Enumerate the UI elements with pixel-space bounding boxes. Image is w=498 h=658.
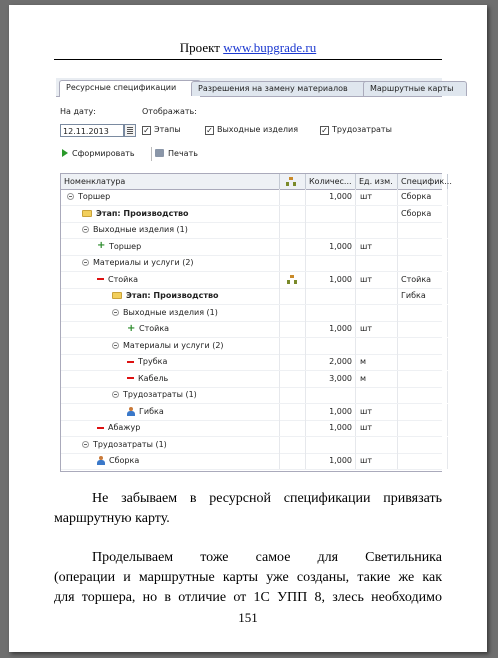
table-row[interactable] — [61, 272, 442, 289]
nomenclature-cell — [61, 272, 280, 288]
row-name: Трубка — [138, 357, 168, 366]
row-name: Стойка — [139, 324, 170, 333]
nomenclature-cell — [61, 371, 280, 387]
quantity-cell: 1,000 — [306, 420, 356, 436]
quantity-cell — [306, 255, 356, 271]
nomenclature-cell — [61, 206, 280, 222]
unit-cell: м — [356, 371, 398, 387]
output-items-label: Выходные изделия — [217, 125, 299, 134]
minus-icon — [97, 278, 104, 280]
nomenclature-cell — [61, 453, 280, 469]
row-name: Этап: Производство — [96, 208, 189, 218]
row-name: Стойка — [108, 274, 139, 284]
col-nomenclature[interactable]: Номенклатура — [61, 174, 280, 189]
quantity-cell — [306, 387, 356, 403]
row-name: Гибка — [139, 406, 164, 416]
quantity-cell — [306, 288, 356, 304]
quantity-cell — [306, 305, 356, 321]
unit-cell — [356, 222, 398, 238]
table-row[interactable] — [61, 453, 442, 470]
quantity-cell: 1,000 — [306, 404, 356, 420]
person-icon — [97, 456, 105, 465]
spec-cell — [398, 305, 448, 321]
spec-cell — [398, 222, 448, 238]
table-row[interactable] — [61, 222, 442, 239]
row-name: Выходные изделия (1) — [123, 307, 218, 317]
spec-cell — [398, 387, 448, 403]
hierarchy-cell — [280, 338, 306, 354]
quantity-cell: 1,000 — [306, 239, 356, 255]
unit-cell: шт — [356, 420, 398, 436]
collapse-icon[interactable] — [82, 259, 89, 266]
nomenclature-cell — [61, 387, 280, 403]
plus-icon: + — [97, 240, 106, 251]
nomenclature-cell — [61, 189, 280, 205]
play-icon — [62, 149, 68, 157]
unit-cell — [356, 437, 398, 453]
table-row[interactable] — [61, 404, 442, 421]
hierarchy-cell — [280, 288, 306, 304]
nomenclature-cell — [61, 420, 280, 436]
table-row[interactable] — [61, 189, 442, 206]
table-row[interactable] — [61, 371, 442, 388]
quantity-cell — [306, 338, 356, 354]
tab-route-cards[interactable]: Маршрутные карты — [363, 81, 467, 96]
table-row[interactable] — [61, 354, 442, 371]
quantity-cell: 1,000 — [306, 453, 356, 469]
person-icon — [127, 407, 135, 416]
paragraph-2 — [54, 548, 442, 608]
table-row[interactable] — [61, 437, 442, 454]
minus-icon — [127, 377, 134, 379]
stages-label: Этапы — [154, 125, 181, 134]
spec-cell — [398, 404, 448, 420]
print-button-label: Печать — [168, 149, 198, 158]
nomenclature-cell — [61, 404, 280, 420]
date-input[interactable]: 12.11.2013 — [60, 124, 124, 137]
nomenclature-cell — [61, 354, 280, 370]
hierarchy-cell — [280, 321, 306, 337]
hierarchy-cell — [280, 255, 306, 271]
row-name: Торшер — [78, 192, 111, 201]
grid-header — [61, 174, 452, 190]
hierarchy-icon — [286, 177, 296, 186]
paragraph-1-line-2: маршрутную карту. — [54, 511, 170, 526]
table-row[interactable] — [61, 420, 442, 437]
folder-icon — [112, 292, 122, 299]
quantity-cell — [306, 206, 356, 222]
unit-cell — [356, 338, 398, 354]
spec-cell: Гибка — [398, 288, 448, 304]
header-link[interactable]: www.bupgrade.ru — [223, 40, 317, 55]
quantity-cell — [306, 222, 356, 238]
quantity-cell: 3,000 — [306, 371, 356, 387]
paragraph-1-line-1: Не забываем в ресурсной спецификации привязать — [92, 491, 442, 506]
row-name: Трудозатраты (1) — [93, 439, 167, 449]
plus-icon: + — [127, 322, 136, 334]
row-name: Материалы и услуги (2) — [123, 340, 224, 350]
spec-cell: Сборка — [398, 189, 448, 205]
form-button-label: Сформировать — [72, 149, 135, 158]
labor-checkbox[interactable]: ✓ — [321, 126, 328, 135]
tab-bar — [56, 78, 454, 97]
hierarchy-cell — [280, 437, 306, 453]
quantity-cell: 1,000 — [306, 321, 356, 337]
nomenclature-cell — [61, 437, 280, 453]
table-row[interactable] — [61, 206, 442, 223]
embedded-screenshot — [56, 78, 454, 472]
row-name: Этап: Производство — [126, 291, 219, 300]
unit-cell: шт — [356, 189, 398, 205]
quantity-cell: 1,000 — [306, 272, 356, 288]
hierarchy-cell — [280, 371, 306, 387]
unit-cell: шт — [356, 272, 398, 288]
nomenclature-cell — [61, 338, 280, 354]
spec-cell — [398, 453, 448, 469]
paragraph-2-line-1: Проделываем тоже самое для Светильника — [92, 550, 442, 565]
row-name: Материалы и услуги (2) — [93, 258, 194, 267]
col-specification[interactable]: Специфик... — [398, 174, 448, 189]
folder-icon — [82, 210, 92, 217]
tab-resource-specs[interactable]: Ресурсные спецификации — [59, 80, 201, 97]
labor-label: Трудозатраты — [332, 125, 392, 134]
row-name: Абажур — [108, 423, 141, 432]
row-name: Торшер — [109, 241, 142, 251]
hierarchy-cell — [280, 404, 306, 420]
form-button[interactable] — [62, 149, 135, 158]
table-row[interactable] — [61, 321, 442, 338]
unit-cell: шт — [356, 453, 398, 469]
minus-icon — [97, 427, 104, 429]
spec-cell — [398, 338, 448, 354]
col-icon[interactable] — [280, 174, 306, 189]
nomenclature-cell — [61, 239, 280, 255]
hierarchy-cell — [280, 189, 306, 205]
header-prefix: Проект — [179, 40, 224, 55]
nomenclature-cell — [61, 321, 280, 337]
row-name: Кабель — [138, 373, 169, 383]
spec-cell: Стойка — [398, 272, 448, 288]
col-quantity[interactable]: Количес... — [306, 174, 356, 189]
table-row[interactable] — [61, 338, 442, 355]
header-rule — [54, 59, 442, 60]
output-items-checkbox[interactable]: ✓ — [206, 126, 213, 135]
spec-cell — [398, 321, 448, 337]
row-name: Трудозатраты (1) — [123, 390, 197, 399]
table-row[interactable] — [61, 387, 442, 404]
nomenclature-cell — [61, 305, 280, 321]
spec-cell — [398, 371, 448, 387]
table-row[interactable] — [61, 239, 442, 256]
hierarchy-cell — [280, 222, 306, 238]
hierarchy-cell — [280, 272, 306, 288]
unit-cell: м — [356, 354, 398, 370]
spec-cell — [398, 239, 448, 255]
hierarchy-cell — [280, 206, 306, 222]
paragraph-2-line-2: (операции и маршрутные карты уже созданы, такие же как — [54, 570, 442, 585]
print-button[interactable] — [155, 149, 198, 158]
nomenclature-cell — [61, 255, 280, 271]
calendar-icon[interactable] — [124, 124, 136, 137]
show-label: Отображать: — [142, 107, 197, 116]
spec-cell — [398, 437, 448, 453]
hierarchy-cell — [280, 305, 306, 321]
nomenclature-cell — [61, 288, 280, 304]
spec-tree-grid — [60, 173, 452, 472]
spec-cell — [398, 354, 448, 370]
unit-cell: шт — [356, 239, 398, 255]
minus-icon — [127, 361, 134, 363]
page-number: 151 — [238, 610, 258, 625]
unit-cell — [356, 288, 398, 304]
printer-icon — [155, 149, 164, 157]
unit-cell: шт — [356, 404, 398, 420]
col-unit[interactable]: Ед. изм. — [356, 174, 398, 189]
table-row[interactable] — [61, 255, 442, 272]
date-label: На дату: — [60, 107, 96, 116]
paragraph-1 — [54, 489, 442, 529]
spec-cell: Сборка — [398, 206, 448, 222]
quantity-cell: 2,000 — [306, 354, 356, 370]
quantity-cell — [306, 437, 356, 453]
toolbar-separator — [151, 147, 152, 161]
spec-cell — [398, 420, 448, 436]
hierarchy-icon — [287, 275, 297, 284]
nomenclature-cell — [61, 222, 280, 238]
hierarchy-cell — [280, 420, 306, 436]
collapse-icon[interactable] — [82, 441, 89, 448]
hierarchy-cell — [280, 453, 306, 469]
unit-cell — [356, 305, 398, 321]
page-header — [9, 40, 487, 56]
hierarchy-cell — [280, 239, 306, 255]
collapse-icon[interactable] — [82, 226, 89, 233]
collapse-icon[interactable] — [112, 342, 119, 349]
quantity-cell: 1,000 — [306, 189, 356, 205]
row-name: Выходные изделия (1) — [93, 225, 188, 234]
table-row[interactable] — [61, 305, 442, 322]
table-row[interactable] — [61, 288, 442, 305]
hierarchy-cell — [280, 354, 306, 370]
unit-cell: шт — [356, 321, 398, 337]
collapse-icon[interactable] — [112, 391, 119, 398]
stages-checkbox[interactable]: ✓ — [143, 126, 150, 135]
filter-panel — [56, 97, 442, 179]
collapse-icon[interactable] — [67, 193, 74, 200]
collapse-icon[interactable] — [112, 309, 119, 316]
unit-cell — [356, 206, 398, 222]
tab-material-replacement[interactable]: Разрешения на замену материалов — [191, 81, 373, 96]
unit-cell — [356, 387, 398, 403]
document-page — [9, 5, 487, 652]
spec-cell — [398, 255, 448, 271]
row-name: Сборка — [109, 456, 140, 465]
unit-cell — [356, 255, 398, 271]
hierarchy-cell — [280, 387, 306, 403]
paragraph-2-line-3: для торшера, но в отличие от 1С УПП 8, злесь необходимо — [54, 590, 442, 605]
